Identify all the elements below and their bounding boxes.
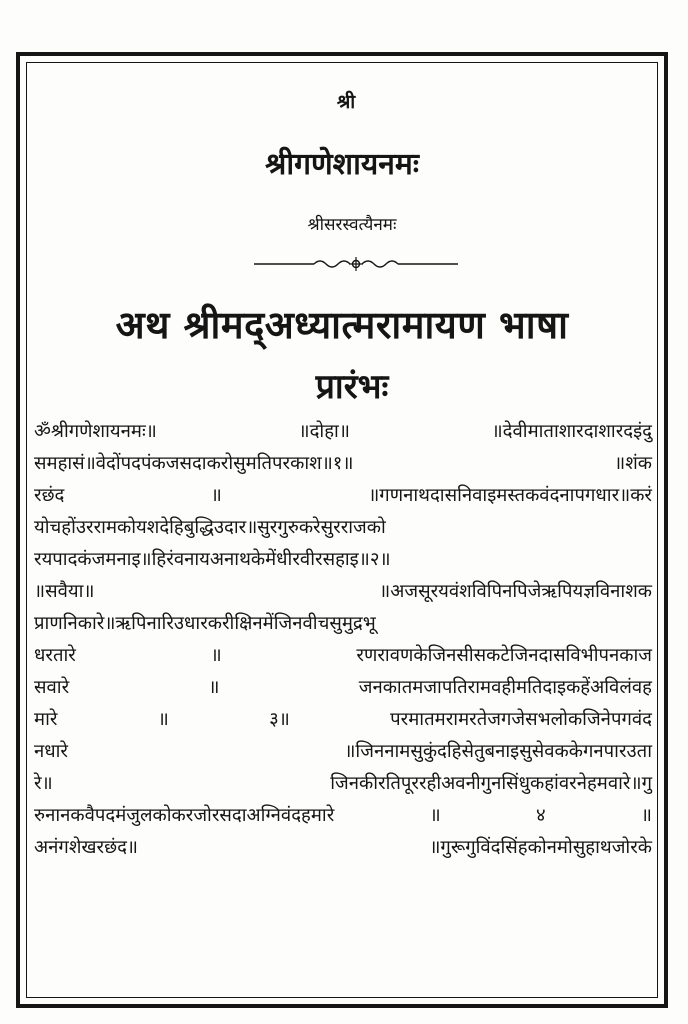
verse-line-8: धरतारे ॥ रणरावणकेजिनसीसकटेजिनदासविभीपनकाज <box>34 645 652 666</box>
verse-line-11: नधारे ॥जिननामसुकुंदहिसेतुबनाइसुसेवककेगनपारउता <box>34 741 652 762</box>
book-title-prarambh: प्रारंभः <box>315 367 389 407</box>
verse-line-1: ॐश्रीगणेशायनमः॥ ॥दोहा॥ ॥देवीमाताशारदाशारदइंदु <box>34 421 652 442</box>
invocation-ganesh: श्रीगणेशायनमः <box>265 147 419 182</box>
verse-body <box>30 416 654 864</box>
verse-line-10: मारे ॥ ३॥ परमातमरामरतेजगजेसभलोकजिनेपगवंद <box>34 709 652 730</box>
verse-line-14: अनंगशेखरछंद॥ ॥गुरूगुविंदसिंहकोनमोसुहाथजोरके <box>34 837 652 858</box>
verse-line-9: सवारे ॥ जनकातमजापतिरामवहीमतिदाइकहेंअविलंवह <box>34 677 652 698</box>
page-content <box>30 66 654 994</box>
verse-line-5: रयपादकंजमनाइ॥हिरंवनायअनाथकेमेंधीरवीरसहाइ॥२॥ <box>34 549 391 570</box>
ornament-divider-icon <box>252 256 460 272</box>
invocation-saraswati: श्रीसरस्वत्यैनमः <box>307 215 397 235</box>
verse-line-12: रे॥ जिनकीरतिपूररहीअवनीगुनसिंधुकहांवरनेहमवारे॥गु <box>34 773 652 794</box>
header-shri: श्री <box>336 91 356 113</box>
verse-line-4: योचहोंउररामकोयशदेहिबुद्धिउदार॥सुरगुरुकरेसुरराजको <box>34 517 386 538</box>
verse-line-13: रुनानकवैपदमंजुलकोकरजोरसदाअग्निवंदहमारे ॥ ४ ॥ <box>34 805 652 826</box>
verse-line-7: प्राणनिकारे॥ऋपिनारिउधारकरीक्षिनमेंजिनवीचसुमुद्रभू <box>34 613 376 634</box>
verse-line-3: रछंद ॥ ॥गणनाथदासनिवाइमस्तकवंदनापगधार॥करं <box>34 485 652 506</box>
verse-line-6: ॥सवैया॥ ॥अजसूरयवंशविपिनपिजेऋपियज्ञविनाशक <box>34 581 652 602</box>
book-title: अथ श्रीमद्अध्यात्मरामायण भाषा <box>115 302 569 347</box>
verse-line-2: समहासं॥वेदोंपदपंकजसदाकरोसुमतिपरकाश॥१॥ ॥शंक <box>34 453 652 474</box>
